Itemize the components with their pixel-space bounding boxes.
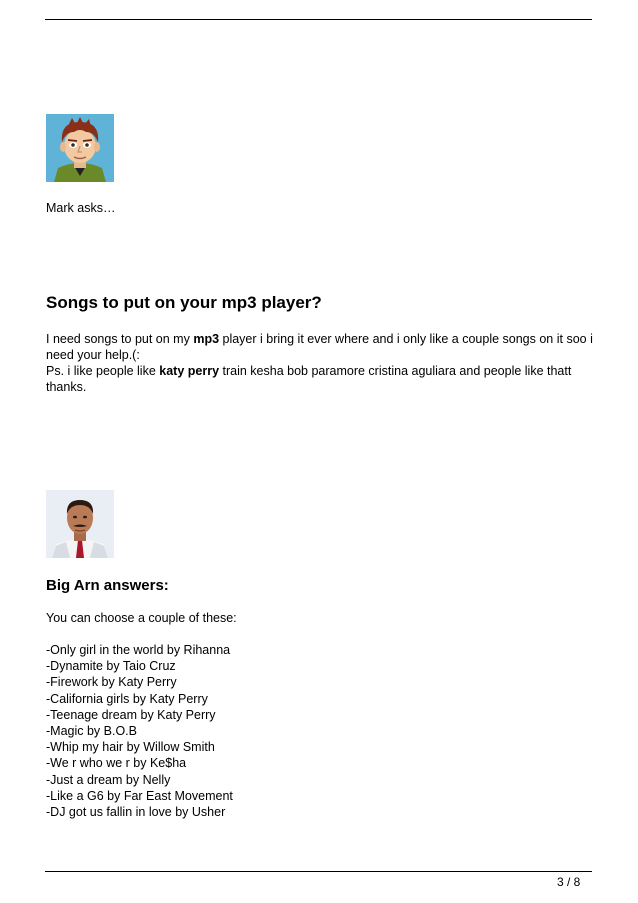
song-item: -Only girl in the world by Rihanna xyxy=(46,643,231,657)
question-text: Ps. i like people like xyxy=(46,364,160,378)
song-item: -Just a dream by Nelly xyxy=(46,772,171,787)
question-text: player i bring it ever where and i only like a couple songs on it soo i need your help.(: xyxy=(46,332,593,362)
asker-name: Mark asks… xyxy=(46,201,116,215)
question-title: Songs to put on your mp3 player? xyxy=(46,293,322,312)
question-keyword: mp3 xyxy=(193,332,220,346)
song-item: -Firework by Katy Perry xyxy=(46,675,177,690)
song-item: -We r who we r by Ke$ha xyxy=(46,756,187,771)
song-item: -Magic by B.O.B xyxy=(46,724,137,739)
bottom-rule xyxy=(45,871,592,872)
song-item: -California girls by Katy Perry xyxy=(46,691,208,706)
answer-intro: You can choose a couple of these: xyxy=(46,611,237,625)
song-item: -Dynamite by Taio Cruz xyxy=(46,659,176,674)
question-text: train kesha bob paramore cristina aguliara and people like thatt thanks. xyxy=(46,364,572,394)
answer-title: Big Arn answers: xyxy=(46,577,169,594)
question-text: I need songs to put on my xyxy=(46,332,194,346)
song-item: -DJ got us fallin in love by Usher xyxy=(46,805,226,820)
cartoon-avatar-icon xyxy=(46,114,114,182)
top-rule xyxy=(45,19,592,20)
song-item: -Like a G6 by Far East Movement xyxy=(46,788,233,803)
song-item: -Teenage dream by Katy Perry xyxy=(46,707,216,722)
question-body xyxy=(46,331,596,395)
page-number: 3 / 8 xyxy=(557,875,581,889)
photo-avatar-icon xyxy=(46,490,114,558)
question-keyword: katy perry xyxy=(159,364,220,378)
song-item: -Whip my hair by Willow Smith xyxy=(46,740,215,755)
song-list xyxy=(46,642,233,820)
